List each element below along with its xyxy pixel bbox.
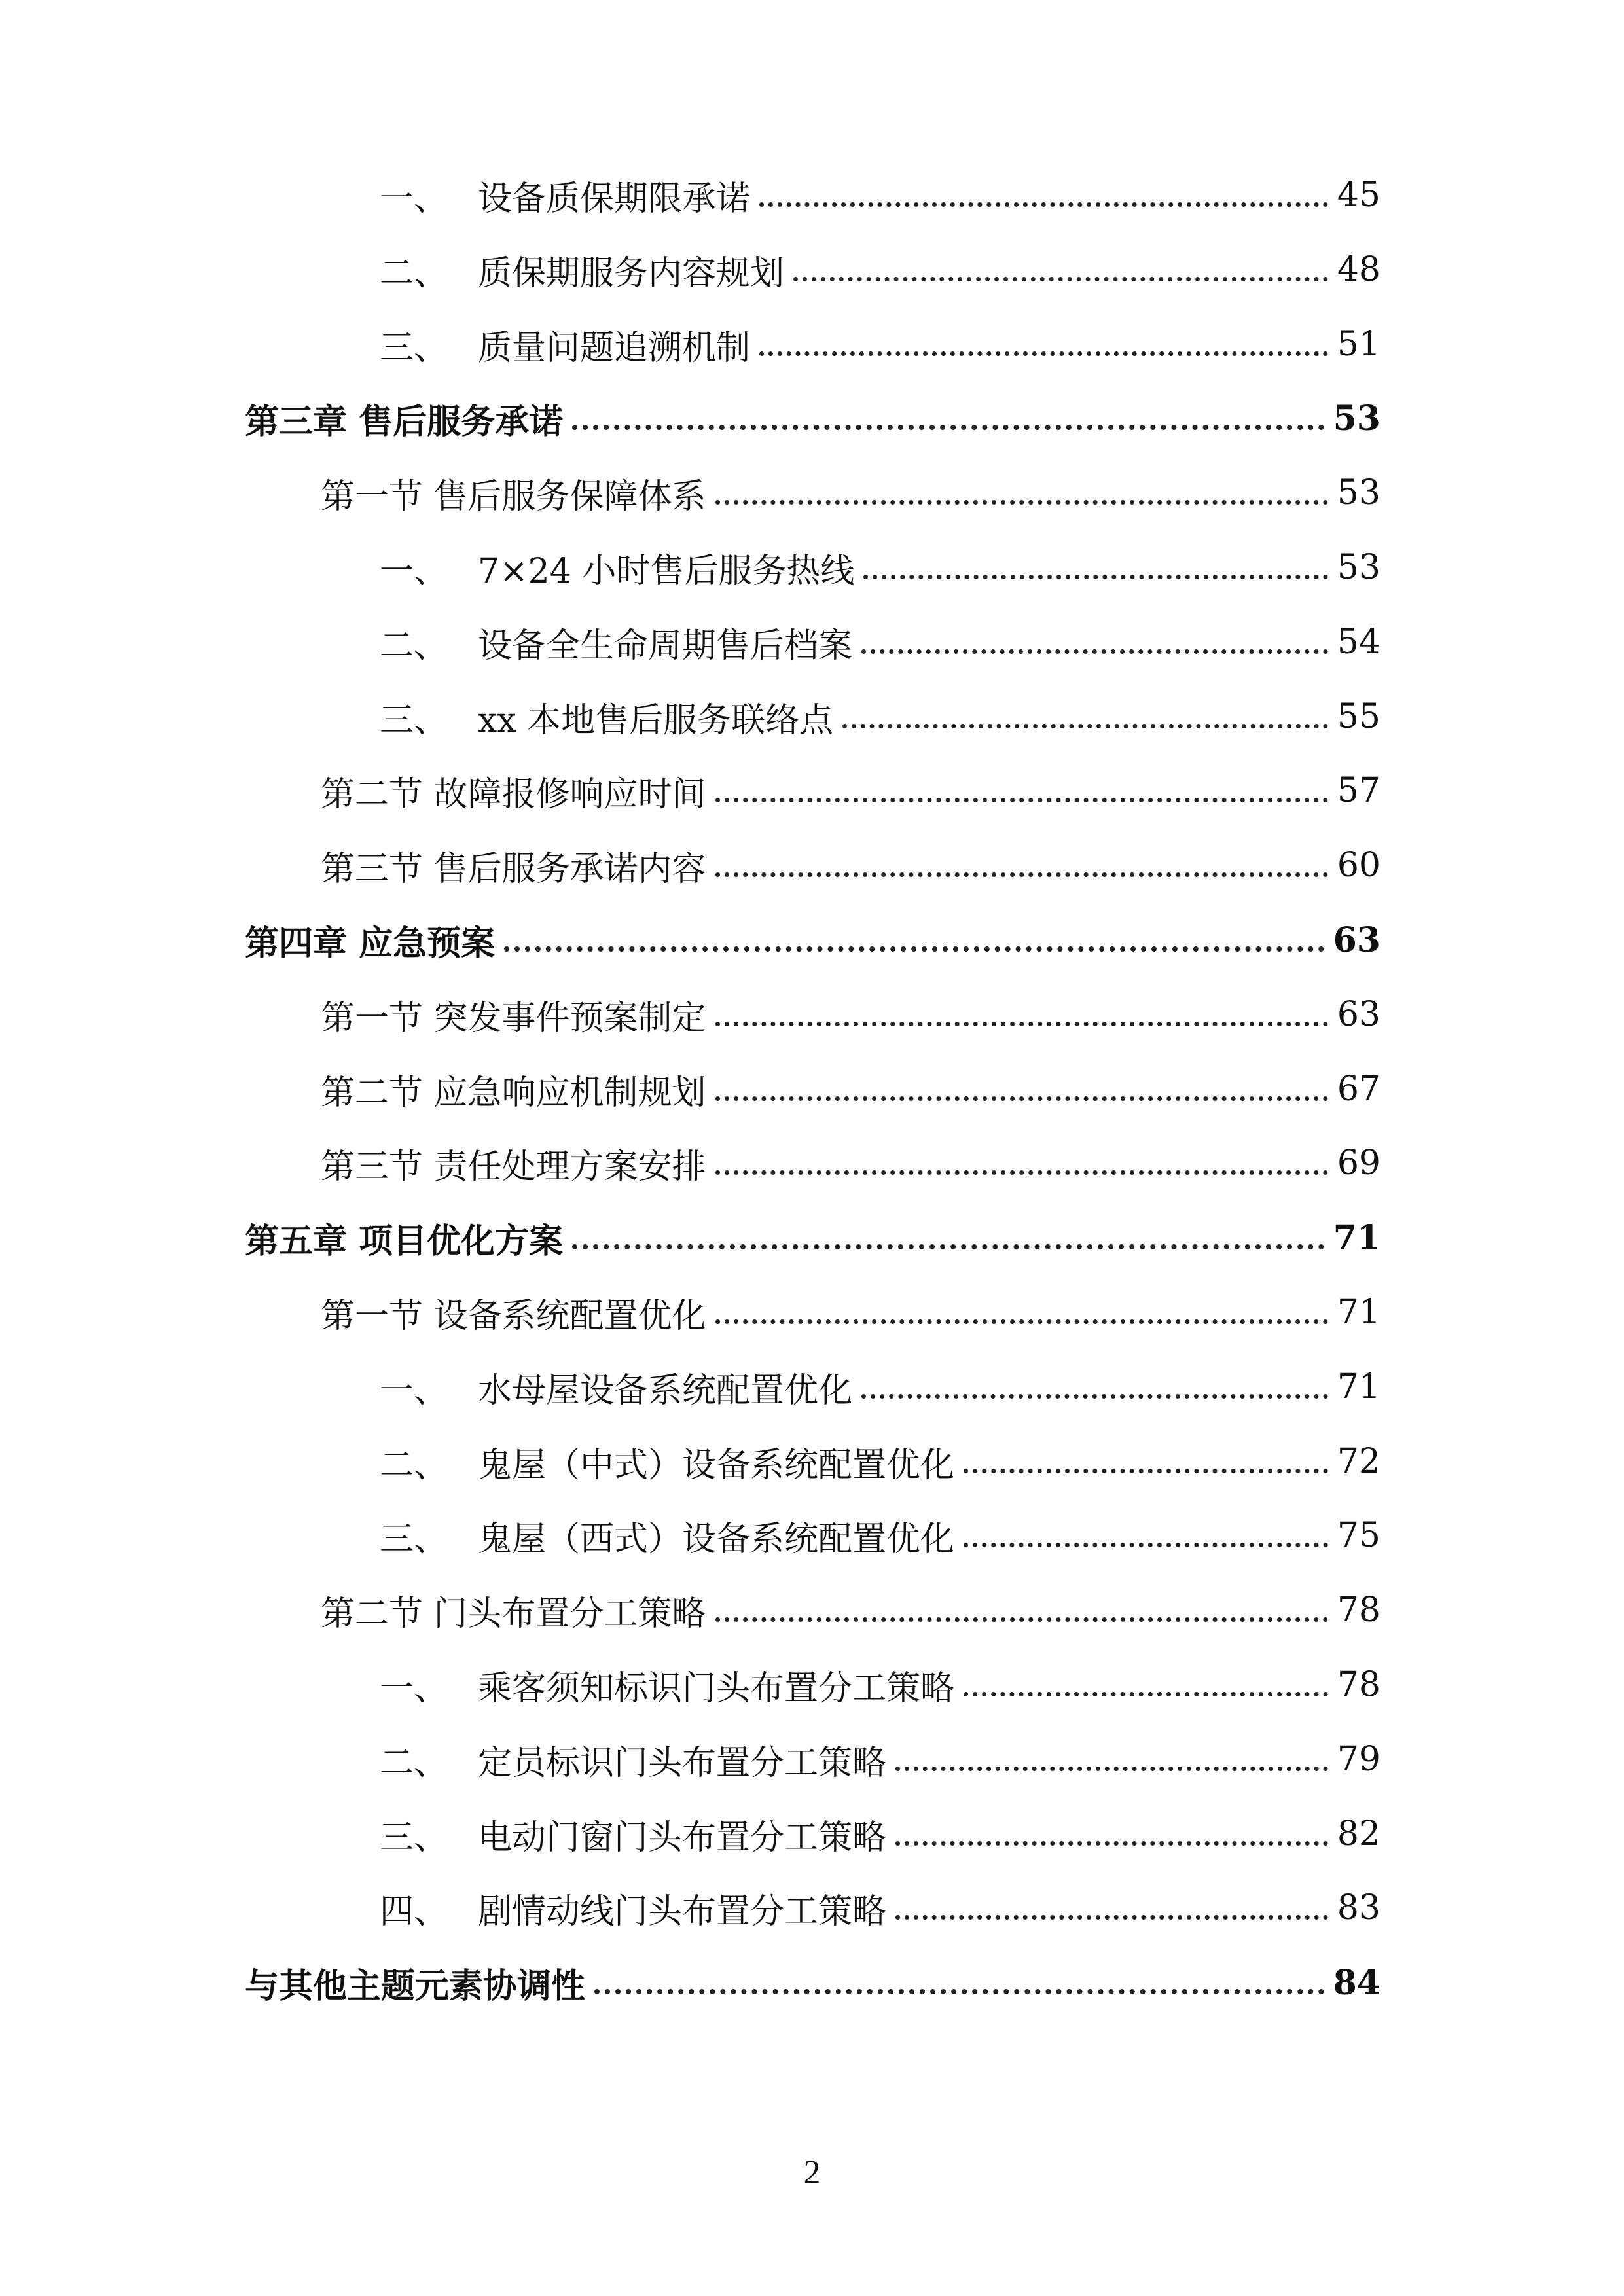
toc-leader-dots xyxy=(964,1692,1328,1696)
toc-entry[interactable] xyxy=(245,391,1380,446)
toc-leader-dots xyxy=(715,798,1328,802)
toc-entry-number: 二、 xyxy=(380,1445,448,1485)
toc-entry-page: 55 xyxy=(1337,697,1380,736)
toc-entry-number: 一、 xyxy=(380,179,448,219)
toc-entry[interactable] xyxy=(380,317,1380,372)
toc-entry[interactable] xyxy=(321,1285,1380,1340)
toc-entry-title: 与其他主题元素协调性 xyxy=(245,1965,586,2006)
toc-leader-dots xyxy=(793,277,1328,281)
toc-entry-page: 54 xyxy=(1337,622,1380,662)
toc-entry[interactable] xyxy=(245,1210,1380,1265)
toc-leader-dots xyxy=(715,1617,1328,1622)
toc-entry-title: 第一节 设备系统配置优化 xyxy=(321,1296,706,1336)
toc-entry-title: 第三节 责任处理方案安排 xyxy=(321,1147,706,1187)
toc-entry[interactable] xyxy=(380,615,1380,670)
toc-leader-dots xyxy=(572,425,1324,430)
toc-leader-dots xyxy=(895,1767,1328,1771)
toc-entry-page: 72 xyxy=(1337,1442,1380,1481)
toc-entry[interactable] xyxy=(321,1136,1380,1191)
toc-entry-page: 83 xyxy=(1337,1888,1380,1928)
toc-entry-number: 一、 xyxy=(380,1371,448,1410)
toc-entry-page: 75 xyxy=(1337,1516,1380,1555)
toc-entry-title: 设备全生命周期售后档案 xyxy=(478,626,853,666)
toc-entry[interactable] xyxy=(321,838,1380,893)
toc-leader-dots xyxy=(842,724,1328,728)
toc-entry-number: 一、 xyxy=(380,551,448,591)
toc-entry-title: 质量问题追溯机制 xyxy=(478,328,751,368)
toc-entry-page: 45 xyxy=(1337,175,1380,215)
toc-entry-number: 三、 xyxy=(380,1519,448,1559)
toc-entry[interactable] xyxy=(380,689,1380,744)
toc-entry-page: 78 xyxy=(1337,1590,1380,1630)
toc-entry-title: 鬼屋（中式）设备系统配置优化 xyxy=(478,1445,955,1485)
toc-entry-title: 水母屋设备系统配置优化 xyxy=(478,1371,853,1410)
toc-entry-title: 第三节 售后服务承诺内容 xyxy=(321,849,706,889)
toc-entry[interactable] xyxy=(245,1955,1380,2010)
toc-leader-dots xyxy=(861,1394,1328,1399)
toc-entry-title: 第二节 故障报修响应时间 xyxy=(321,774,706,814)
toc-entry-page: 71 xyxy=(1337,1367,1380,1407)
toc-entry-title: xx 本地售后服务联络点 xyxy=(478,700,834,740)
toc-leader-dots xyxy=(759,351,1328,356)
toc-entry-page: 57 xyxy=(1337,771,1380,810)
toc-entry-page: 78 xyxy=(1337,1665,1380,1704)
toc-leader-dots xyxy=(572,1244,1324,1249)
toc-entry-page: 53 xyxy=(1333,398,1380,439)
page-number: 2 xyxy=(803,2154,821,2191)
toc-entry-title: 鬼屋（西式）设备系统配置优化 xyxy=(478,1519,955,1559)
toc-entry-title: 第一节 突发事件预案制定 xyxy=(321,998,706,1038)
toc-leader-dots xyxy=(895,1841,1328,1846)
toc-leader-dots xyxy=(895,1915,1328,1920)
toc-leader-dots xyxy=(759,202,1328,207)
toc-entry-page: 60 xyxy=(1337,846,1380,885)
toc-entry-title: 第五章 项目优化方案 xyxy=(245,1221,564,1261)
toc-leader-dots xyxy=(861,649,1328,654)
toc-leader-dots xyxy=(715,1170,1328,1175)
toc-entry-page: 63 xyxy=(1333,920,1380,960)
toc-entry-number: 二、 xyxy=(380,626,448,666)
toc-entry[interactable] xyxy=(321,763,1380,818)
toc-leader-dots xyxy=(715,1319,1328,1324)
toc-leader-dots xyxy=(715,1022,1328,1026)
toc-leader-dots xyxy=(594,1989,1324,1994)
toc-leader-dots xyxy=(504,946,1324,952)
toc-entry[interactable] xyxy=(380,540,1380,595)
toc-entry[interactable] xyxy=(380,1359,1380,1414)
toc-entry[interactable] xyxy=(380,1732,1380,1787)
toc-leader-dots xyxy=(715,1096,1328,1101)
toc-entry-title: 7×24 小时售后服务热线 xyxy=(478,551,855,591)
toc-entry-page: 79 xyxy=(1337,1740,1380,1779)
toc-entry-title: 第四章 应急预案 xyxy=(245,923,496,963)
toc-entry-number: 三、 xyxy=(380,1818,448,1857)
toc-leader-dots xyxy=(964,1469,1328,1473)
toc-entry[interactable] xyxy=(380,1434,1380,1489)
toc-entry-title: 质保期服务内容规划 xyxy=(478,253,785,293)
toc-entry-page: 69 xyxy=(1337,1143,1380,1183)
toc-entry-title: 第一节 售后服务保障体系 xyxy=(321,476,706,516)
toc-entry[interactable] xyxy=(380,1806,1380,1861)
toc-leader-dots xyxy=(715,872,1328,877)
toc-entry-page: 53 xyxy=(1337,548,1380,587)
toc-entry[interactable] xyxy=(380,1880,1380,1935)
toc-entry-title: 设备质保期限承诺 xyxy=(478,179,751,219)
toc-entry-title: 电动门窗门头布置分工策略 xyxy=(478,1818,887,1857)
toc-leader-dots xyxy=(715,500,1328,505)
toc-entry-page: 84 xyxy=(1333,1962,1380,2003)
toc-entry-page: 71 xyxy=(1333,1217,1380,1258)
toc-leader-dots xyxy=(863,575,1327,579)
toc-entry-title: 第二节 应急响应机制规划 xyxy=(321,1073,706,1113)
toc-entry-number: 二、 xyxy=(380,253,448,293)
toc-leader-dots xyxy=(964,1543,1328,1547)
toc-entry[interactable] xyxy=(321,465,1380,520)
toc-entry-number: 一、 xyxy=(380,1668,448,1708)
toc-entry-page: 63 xyxy=(1337,995,1380,1034)
toc-entry[interactable] xyxy=(321,987,1380,1042)
toc-entry-title: 定员标识门头布置分工策略 xyxy=(478,1743,887,1783)
toc-entry-page: 67 xyxy=(1337,1069,1380,1109)
toc-entry-page: 53 xyxy=(1337,473,1380,512)
toc-entry-title: 第三章 售后服务承诺 xyxy=(245,401,564,442)
toc-entry[interactable] xyxy=(245,912,1380,967)
toc-entry[interactable] xyxy=(380,1657,1380,1712)
toc-entry-page: 71 xyxy=(1337,1293,1380,1332)
toc-entry-page: 51 xyxy=(1337,325,1380,364)
toc-entry-number: 三、 xyxy=(380,328,448,368)
toc-entry[interactable] xyxy=(321,1583,1380,1638)
toc-entry[interactable] xyxy=(380,1508,1380,1563)
toc-entry-title: 剧情动线门头布置分工策略 xyxy=(478,1892,887,1931)
toc-entry-title: 第二节 门头布置分工策略 xyxy=(321,1594,706,1634)
toc-entry[interactable] xyxy=(321,1062,1380,1117)
toc-entry-title: 乘客须知标识门头布置分工策略 xyxy=(478,1668,955,1708)
toc-entry-number: 三、 xyxy=(380,700,448,740)
toc-entry-number: 二、 xyxy=(380,1743,448,1783)
toc-entry[interactable] xyxy=(380,242,1380,297)
toc-entry[interactable] xyxy=(380,168,1380,223)
toc-entry-page: 48 xyxy=(1337,250,1380,289)
toc-entry-number: 四、 xyxy=(380,1892,448,1931)
toc-entry-page: 82 xyxy=(1337,1814,1380,1854)
